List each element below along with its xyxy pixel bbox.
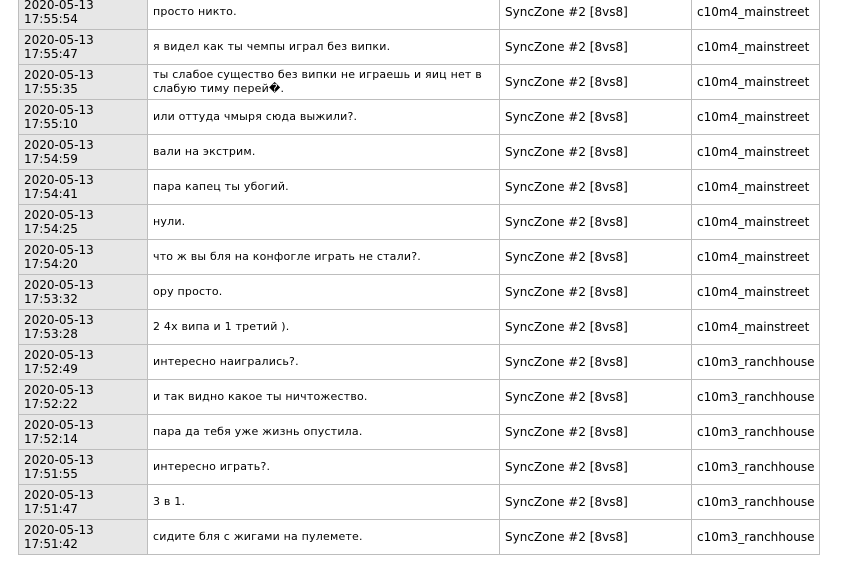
timestamp-cell xyxy=(19,275,147,309)
map-cell: c10m3_ranchhouse xyxy=(692,345,819,379)
message-cell: 3 в 1. xyxy=(148,485,499,519)
map-cell: c10m3_ranchhouse xyxy=(692,485,819,519)
date-text: 2020-05-13 xyxy=(24,243,94,257)
date-text: 2020-05-13 xyxy=(24,208,94,222)
date-text: 2020-05-13 xyxy=(24,383,94,397)
message-cell: интересно играть?. xyxy=(148,450,499,484)
server-cell: SyncZone #2 [8vs8] xyxy=(500,135,691,169)
server-cell: SyncZone #2 [8vs8] xyxy=(500,450,691,484)
timestamp-cell xyxy=(19,520,147,554)
map-cell: c10m3_ranchhouse xyxy=(692,415,819,449)
date-text: 2020-05-13 xyxy=(24,278,94,292)
timestamp-cell xyxy=(19,65,147,99)
table-row xyxy=(19,100,819,134)
server-cell: SyncZone #2 [8vs8] xyxy=(500,170,691,204)
server-cell: SyncZone #2 [8vs8] xyxy=(500,310,691,344)
message-cell: 2 4х випа и 1 третий ). xyxy=(148,310,499,344)
server-cell: SyncZone #2 [8vs8] xyxy=(500,275,691,309)
timestamp-cell xyxy=(19,345,147,379)
time-text: 17:54:25 xyxy=(24,222,78,236)
time-text: 17:53:28 xyxy=(24,327,78,341)
message-cell: пара капец ты убогий. xyxy=(148,170,499,204)
table-row xyxy=(19,520,819,554)
table-row xyxy=(19,205,819,239)
message-cell: ты слабое существо без випки не играешь и яиц нет в слабую тиму перей�. xyxy=(148,65,499,99)
time-text: 17:51:55 xyxy=(24,467,78,481)
table-row xyxy=(19,0,819,29)
time-text: 17:53:32 xyxy=(24,292,78,306)
date-text: 2020-05-13 xyxy=(24,33,94,47)
chat-log-body xyxy=(19,0,819,554)
server-cell: SyncZone #2 [8vs8] xyxy=(500,415,691,449)
date-text: 2020-05-13 xyxy=(24,103,94,117)
timestamp-cell xyxy=(19,135,147,169)
timestamp-cell xyxy=(19,380,147,414)
timestamp-cell xyxy=(19,0,147,29)
date-text: 2020-05-13 xyxy=(24,488,94,502)
time-text: 17:51:47 xyxy=(24,502,78,516)
message-cell: нули. xyxy=(148,205,499,239)
date-text: 2020-05-13 xyxy=(24,173,94,187)
date-text: 2020-05-13 xyxy=(24,138,94,152)
map-cell: c10m4_mainstreet xyxy=(692,30,819,64)
timestamp-cell xyxy=(19,415,147,449)
map-cell: c10m4_mainstreet xyxy=(692,310,819,344)
server-cell: SyncZone #2 [8vs8] xyxy=(500,520,691,554)
time-text: 17:55:10 xyxy=(24,117,78,131)
server-cell: SyncZone #2 [8vs8] xyxy=(500,205,691,239)
table-row xyxy=(19,485,819,519)
timestamp-cell xyxy=(19,240,147,274)
time-text: 17:52:49 xyxy=(24,362,78,376)
message-cell: я видел как ты чемпы играл без випки. xyxy=(148,30,499,64)
map-cell: c10m3_ranchhouse xyxy=(692,520,819,554)
timestamp-cell xyxy=(19,170,147,204)
server-cell: SyncZone #2 [8vs8] xyxy=(500,240,691,274)
map-cell: c10m4_mainstreet xyxy=(692,240,819,274)
table-row xyxy=(19,170,819,204)
server-cell: SyncZone #2 [8vs8] xyxy=(500,380,691,414)
timestamp-cell xyxy=(19,205,147,239)
chat-log-table xyxy=(18,0,820,555)
date-text: 2020-05-13 xyxy=(24,68,94,82)
timestamp-cell xyxy=(19,30,147,64)
time-text: 17:55:47 xyxy=(24,47,78,61)
table-row xyxy=(19,135,819,169)
map-cell: c10m4_mainstreet xyxy=(692,135,819,169)
server-cell: SyncZone #2 [8vs8] xyxy=(500,345,691,379)
map-cell: c10m3_ranchhouse xyxy=(692,450,819,484)
date-text: 2020-05-13 xyxy=(24,418,94,432)
table-row xyxy=(19,240,819,274)
message-cell: и так видно какое ты ничтожество. xyxy=(148,380,499,414)
table-row xyxy=(19,65,819,99)
map-cell: c10m4_mainstreet xyxy=(692,205,819,239)
table-row xyxy=(19,415,819,449)
date-text: 2020-05-13 xyxy=(24,523,94,537)
message-cell: просто никто. xyxy=(148,0,499,29)
date-text: 2020-05-13 xyxy=(24,453,94,467)
server-cell: SyncZone #2 [8vs8] xyxy=(500,30,691,64)
date-text: 2020-05-13 xyxy=(24,0,94,12)
server-cell: SyncZone #2 [8vs8] xyxy=(500,0,691,29)
time-text: 17:51:42 xyxy=(24,537,78,551)
message-cell: вали на экстрим. xyxy=(148,135,499,169)
timestamp-cell xyxy=(19,310,147,344)
server-cell: SyncZone #2 [8vs8] xyxy=(500,100,691,134)
message-cell: ору просто. xyxy=(148,275,499,309)
time-text: 17:54:41 xyxy=(24,187,78,201)
message-cell: пара да тебя уже жизнь опустила. xyxy=(148,415,499,449)
date-text: 2020-05-13 xyxy=(24,313,94,327)
timestamp-cell xyxy=(19,100,147,134)
time-text: 17:55:35 xyxy=(24,82,78,96)
server-cell: SyncZone #2 [8vs8] xyxy=(500,65,691,99)
table-row xyxy=(19,345,819,379)
timestamp-cell xyxy=(19,485,147,519)
message-cell: что ж вы бля на конфогле играть не стали?. xyxy=(148,240,499,274)
message-cell: сидите бля с жигами на пулемете. xyxy=(148,520,499,554)
time-text: 17:55:54 xyxy=(24,12,78,26)
map-cell: c10m4_mainstreet xyxy=(692,100,819,134)
table-row xyxy=(19,30,819,64)
table-row xyxy=(19,310,819,344)
map-cell: c10m4_mainstreet xyxy=(692,170,819,204)
timestamp-cell xyxy=(19,450,147,484)
table-row xyxy=(19,380,819,414)
time-text: 17:54:20 xyxy=(24,257,78,271)
message-cell: или оттуда чмыря сюда выжили?. xyxy=(148,100,499,134)
map-cell: c10m4_mainstreet xyxy=(692,65,819,99)
table-row xyxy=(19,450,819,484)
map-cell: c10m4_mainstreet xyxy=(692,275,819,309)
time-text: 17:52:14 xyxy=(24,432,78,446)
map-cell: c10m3_ranchhouse xyxy=(692,380,819,414)
time-text: 17:52:22 xyxy=(24,397,78,411)
message-cell: интересно наигрались?. xyxy=(148,345,499,379)
time-text: 17:54:59 xyxy=(24,152,78,166)
date-text: 2020-05-13 xyxy=(24,348,94,362)
table-row xyxy=(19,275,819,309)
map-cell: c10m4_mainstreet xyxy=(692,0,819,29)
server-cell: SyncZone #2 [8vs8] xyxy=(500,485,691,519)
